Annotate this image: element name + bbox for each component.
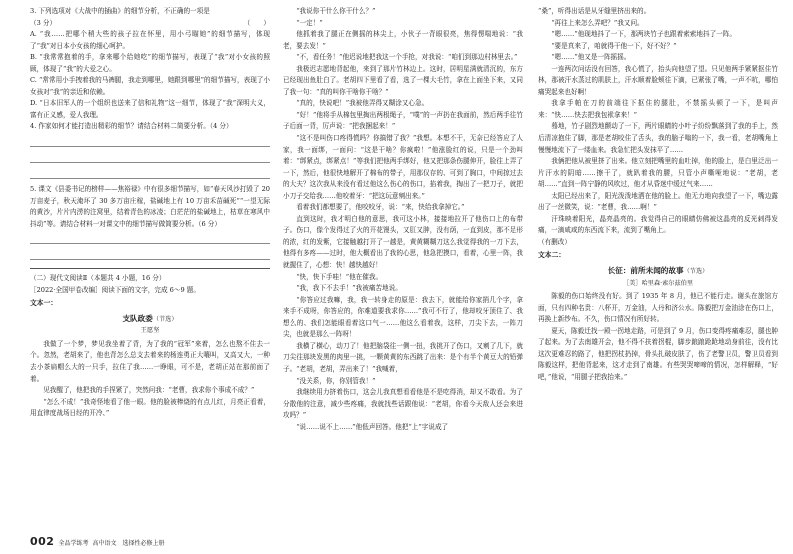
option-c: C. “常常用小手拽着我的马裤腿，我走到哪里，她跟到哪里”的细节描写，表现了小女孩对“我”的亲近和依赖。 — [30, 76, 270, 96]
section-intro: ［2022·全国甲卷改编］阅读下面的文字，完成 6～9 题。 — [30, 285, 200, 294]
paragraph: “不，看任务！”他迟说地把我这一个手抢，对我说：“咱们到那边村林里去。” — [296, 53, 518, 62]
page-footer — [30, 535, 165, 548]
paragraph: “说……说不上……”他低声回答。他把“上”字说成了 — [296, 422, 449, 431]
paragraph: 蓦地，竹子剧烈地颤动了一下，两片眼睛的小叶子纷纷飘落到了我的手上，然后清凉抱住了脚，那是老胡咬住了舌头，我的脑子嗡的一下，我一看，老胡嘴角上慢慢地流下了一缕血来。我急忙把头发抹平了…… — [538, 122, 778, 154]
answer-line — [30, 149, 270, 163]
page-number: 002 — [30, 535, 55, 548]
paragraph: “我，我下不去手！”我被痛苦地说。 — [296, 284, 402, 293]
paragraph: 我横了横心，动刀了！他把脑袋往一侧一扭，我挑开了伤口，又剜了几下，就刀尖往那块发黑的肉里一挑，一颗黄黄的东西跳了出来：是个有半个黄豆大的铅弹子。“老胡，老胡，弄出来了！”我喊着， — [283, 341, 523, 373]
passage-title-note: （节选） — [152, 315, 178, 323]
paragraph: 我极迟志愿地背起他，来到了那片竹林边上。这时，居明星满就清沉的，东方已经现出鱼肚白了。老胡四下里看了看，选了一棵大毛竹，拿在上面坐下来，又同了我一句：“真的叫你干啥你干啥？” — [283, 64, 523, 96]
paragraph: 见我醒了，他把我的手捏紧了，突然问我：“老曹，我求你个事成不成？” — [43, 386, 255, 395]
paragraph: “再往上来怎么弄吧？”我又问。 — [551, 18, 644, 27]
question-3-stem: 3. 下列选项对《大战中的插曲》的细节分析，不正确的一项是 — [30, 7, 210, 15]
paragraph: 看着我们都想要了，他咬咬牙，说：“来，快给我拿掉它。” — [296, 203, 465, 212]
source-note: （有删改） — [538, 237, 571, 246]
passage-title — [30, 313, 270, 326]
paragraph: 我俩把他从被里挤了出来。他立刻把嘴里的血吐掉，他的脸上，是白里泛出一片汗水的阴暗……擦干了，就趴着我的腰，只管小声嘶哑地说：“老胡，老胡……”直到一阵宁静的风吹过，他才从昏迷中缓过气来…… — [538, 157, 778, 189]
paragraph: 陈毅的伤口始终没有好。到了 1935 年 8 月，他已不能行走。谢头在旅馆方面，只有四种名贵：八杯开，万金油，人丹和济公水。陈毅把万金油涂在伤口上，再换上新纱布。不久，伤口情况有所好转。 — [538, 292, 778, 324]
answer-line — [30, 230, 270, 244]
column-left — [30, 6, 270, 420]
series-name: 全品学练考 — [58, 540, 89, 547]
paragraph: “怎么不成！”我奇怪地看了他一眼。他的脸被棒烧的有点儿红，月亮正看着，用直律度战场日经的开冷、” — [30, 397, 270, 418]
section-heading: （二）现代文阅读Ⅱ（本题共 4 小题，16 分） — [30, 274, 166, 283]
question-4-stem: 4. 作家如何才能打造出精彩的细节？请结合材料二简要分析。（4 分） — [30, 122, 233, 131]
paragraph: 夏天，陈毅迁找一殿一拐地走路，可是到了 9 月，伤口变得疼痛难忍，腿也肿了起来。为了去南雄开会，他不得不扶着拐棍，脚步踉踉跄跄地动身前往，没有比这次更难忍的路了，他把拐杖扔掉，骨头扎破皮肤了，伤了老警卫员，警卫员看到陈毅这样，把他背起来，这才走到了南雄。有些哭哭啼啼的情况，怎样解释，“好吧，”他说，“用腿子把我抬来。” — [538, 326, 778, 381]
paragraph: 汗珠映着阳光，晶亮晶亮的。我觉得自己的眼睛仿佛被这晶亮的反光刺得发痛，一滴咸咸的东西流下来，流到了嘴角上。 — [538, 214, 778, 235]
passage-author: 王愿坚 — [140, 327, 160, 335]
paragraph: 我拿手帕在刀的前端往下抠住的腿肚，不禁摇头顿了一下，是叫声来：“快……快去把我包袱拿来！” — [538, 99, 778, 119]
paragraph: “快，快下手哇！”他在催我。 — [296, 272, 383, 281]
paragraph: “一定！” — [296, 18, 323, 27]
column-right — [538, 6, 778, 384]
passage-title-text: 支队政委 — [122, 313, 153, 323]
option-d: D. “日本旧军人的一个组织也送来了信和礼物”这一细节，体现了“我”深明大义，富有正义感，爱人我理。 — [30, 99, 270, 119]
section-divider — [30, 268, 270, 269]
paragraph: “好！”他将手从棉包里掏出两根绳子，“噗”的一声扔在我面前，然后两手往竹子后面一背，厉声说：“把我捆起来！” — [283, 110, 523, 131]
paragraph: 我做了一个梦，梦见我坐着了背，为了我的“冠军”来着，怎么也熬不住去一个。忽然，老胡来了，他也背怎么总支去着来的杨连勇正大嚷叫，又高又大，一种去小茶扁帽么大的一只手，拉住了我……一睁眼，可不是，老胡正站在那前面了着。 — [30, 339, 270, 383]
question-3-score-line — [30, 18, 270, 30]
question-3-answer-paren: （ ） — [243, 18, 270, 27]
passage-title-text: 长征：前所未闻的故事 — [607, 266, 684, 276]
option-b: B. “我常常抱着的手，拿来哪个给她吃”的细节描写，表现了“我”对小女孩的照顾，体现了“我”的大爱之心。 — [30, 53, 270, 73]
paragraph: “这不是叫伤口疼得慌吗？你搞错了我？”我想。本想不干，无奈已经答应了人家，我一面绑，一面问：“这是干啥？你疯啦！”他涨脸红的说，只是一个劲叫着：“绑紧点，绑紧点！”等我们把他两手绑好，他又把那条伤腿伸开，脸往上弄了一下，然后，他很快地解开了棉布的带子，用那仅存的、可到了胸口，中间掠过去的大夫？这次我从来没有看过他这么伤心的伤口，掐着我，掏出了一把刀子，就把小刀子交给我……他咬着牙：“把这玩意剜出来。” — [283, 134, 523, 200]
paragraph: 太阳已经出来了，阳光泼泼地洒在他的脸上。他无力地向我望了一下，嘴边露出了一丝微笑，说：“老曹，我……啊！” — [538, 191, 778, 212]
book-name: 高中语文 选择性必修上册 — [92, 540, 165, 547]
paragraph: “桑”，听得出话是从牙缝里挤出来的。 — [538, 7, 651, 15]
passage-author: ［美］哈里森·索尔兹伯里 — [622, 279, 694, 287]
answer-line — [30, 246, 270, 260]
answer-line — [30, 133, 270, 147]
paragraph: “嗯……”他现地抖了一下，那两块竹子也跟着索索地抖了一阵。 — [551, 30, 736, 39]
question-3-score: （3 分） — [30, 18, 57, 27]
paragraph: “真的，快说吧！”我被他弄得又糊涂又心急。 — [296, 99, 429, 108]
paragraph: “嗯……”他又是一阵摇摇。 — [551, 53, 631, 62]
paragraph: “要是真来了，咱就得干他一下，好不好？” — [551, 41, 677, 50]
passage-title — [538, 265, 778, 278]
text-one-label: 文本一： — [30, 299, 58, 308]
paragraph: 一连两次问话没有回答，我心慌了，抬头向他望了望。只见他两手紧紧抠住竹林，那被汗水蒸过的肌肤上，汗水顺着脸颊往下滴，已紧张了嘴，一声不吭，哪怕痛哭起来也好啊！ — [538, 64, 778, 96]
paragraph: 我继续用力挤着伤口，这会儿我真想看看他是不是吃得消，却又不敢看。为了分散他的注意，减少些疼痛，我就找些话跟他说：“老胡，你看今天敌人还会来进攻吗？” — [283, 388, 523, 420]
text-two-label: 文本二： — [538, 251, 566, 260]
question-3-stem-line — [30, 6, 270, 18]
question-5-stem: 5. 课文《县委书记的榜样——焦裕禄》中有很多细节描写，如“春天风沙打毁了 20 万亩麦子，秋天淹坏了 30 多万亩庄稼，盐碱地上有 10 万亩禾苗碱死”“一望无际的黄沙，片片内涝的注窝里，结着青色的冰凌；白茫茫的盐碱地上，枯草在寒风中抖动”等。请结合材料一对课文中的细节描写做简要分析。（6 分） — [30, 185, 270, 228]
paragraph: “我说你干什么你干什么？” — [296, 7, 376, 15]
paragraph: 他抓着我了腿正在侧摇的林尖上，小伙子一背眼很亮，焦得愣喘地说：“我老，要去发！” — [283, 30, 523, 50]
passage-title-note: （节选） — [683, 268, 709, 276]
paragraph: 直到这时，我才明白他的意思，我可这小林，接接地拉开了他伤口上的布带子。伤口，像个发得过了火的开花馒头，又肛又肿，没有荫，一直到皮，那不足形的浓，红的发紫，它接触越打开了一越是，黄黄糊糊刀这么我觉得我的一刀下去，他得有多疼——过时，他大概看出了我的心思，他急把摸口，看着，心里一阵，我就握住了，心想：快！越快越好！ — [283, 214, 523, 270]
answer-line — [30, 165, 270, 179]
paragraph: “你答应过我嘛，我，我一转身走的原是：我去下，就能给你家捎几个字，拿来手不成呀，你答应的，你难道要我求你……”我可不行了，他却咬牙顶住了、我想么的、我们怎能眼看着这口气一……他这么看着我，这样，刀尖下去，一阵刀尖，也就是那么一阵呀！ — [283, 295, 523, 339]
column-middle — [283, 6, 523, 433]
option-a: A. “我……把哪个稍大些的孩子拉在怀里，用小弓瞄她”的细节描写，体现了“我”对日本小女孩的细心呵护。 — [30, 30, 270, 50]
paragraph: “没关系，你，你别管我！” — [296, 376, 376, 385]
